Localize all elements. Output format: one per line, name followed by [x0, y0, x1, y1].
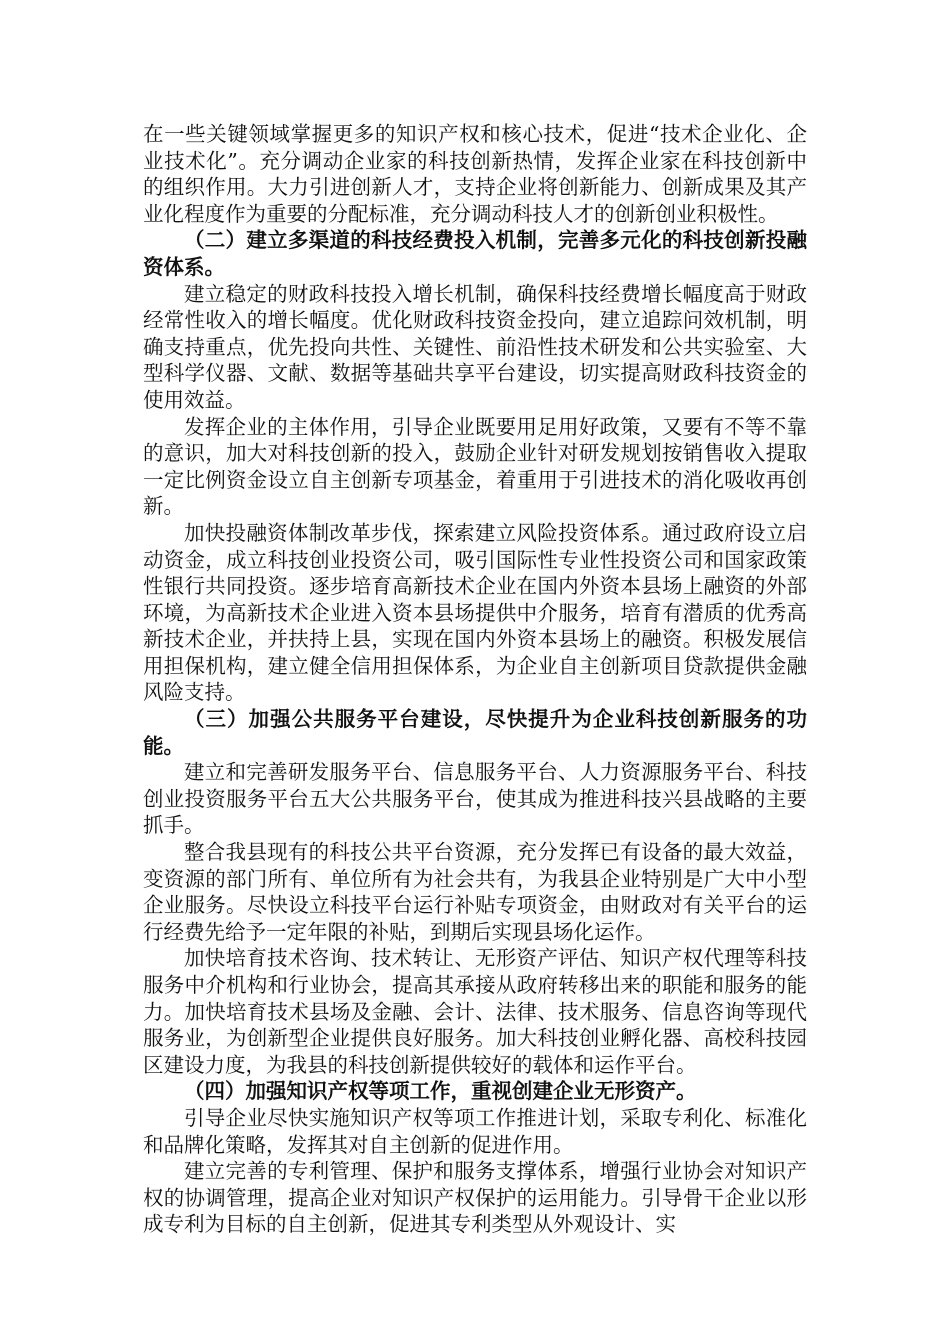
section-heading-2: （二）建立多渠道的科技经费投入机制，完善多元化的科技创新投融资体系。: [143, 228, 807, 279]
paragraph-9: 加快培育技术咨询、技术转让、无形资产评估、知识产权代理等科技服务中介机构和行业协会，提高其承接从政府转移出来的职能和服务的能力。加快培育技术县场及金融、会计、法律、技术服务、信息咨询等现代服务业，为创新型企业提供良好服务。加大科技创业孵化器、高校科技园区建设力度，为我县的科技创新提供较好的载体和运作平台。: [143, 946, 807, 1077]
paragraph-7: 建立和完善研发服务平台、信息服务平台、人力资源服务平台、科技创业投资服务平台五大公共服务平台，使其成为推进科技兴县战略的主要抓手。: [143, 760, 807, 838]
document-page: [143, 121, 807, 1238]
paragraph-1: 在一些关键领域掌握更多的知识产权和核心技术，促进“技术企业化、企业技术化”。充分调动企业家的科技创新热情，发挥企业家在科技创新中的组织作用。大力引进创新人才，支持企业将创新能力、创新成果及其产业化程度作为重要的分配标准，充分调动科技人才的创新创业积极性。: [143, 122, 807, 226]
paragraph-11: 引导企业尽快实施知识产权等项工作推进计划，采取专利化、标准化和品牌化策略，发挥其对自主创新的促进作用。: [143, 1105, 807, 1157]
paragraph-8: 整合我县现有的科技公共平台资源，充分发挥已有设备的最大效益，变资源的部门所有、单位所有为社会共有，为我县企业特别是广大中小型企业服务。尽快设立科技平台运行补贴专项资金，由财政对有关平台的运行经费先给予一定年限的补贴，到期后实现县场化运作。: [143, 840, 807, 944]
paragraph-5: 加快投融资体制改革步伐，探索建立风险投资体系。通过政府设立启动资金，成立科技创业投资公司，吸引国际性专业性投资公司和国家政策性银行共同投资。逐步培育高新技术企业在国内外资本县场上融资的外部环境，为高新技术企业进入资本县场提供中介服务，培育有潜质的优秀高新技术企业，并扶持上县，实现在国内外资本县场上的融资。积极发展信用担保机构，建立健全信用担保体系，为企业自主创新项目贷款提供金融风险支持。: [143, 520, 807, 705]
paragraph-3: 建立稳定的财政科技投入增长机制，确保科技经费增长幅度高于财政经常性收入的增长幅度。优化财政科技资金投向，建立追踪问效机制，明确支持重点，优先投向共性、关键性、前沿性技术研发和公共实验室、大型科学仪器、文献、数据等基础共享平台建设，切实提高财政科技资金的使用效益。: [143, 281, 807, 412]
section-heading-3: （三）加强公共服务平台建设，尽快提升为企业科技创新服务的功能。: [143, 707, 807, 758]
section-heading-4: （四）加强知识产权等项工作，重视创建企业无形资产。: [184, 1079, 697, 1104]
paragraph-4: 发挥企业的主体作用，引导企业既要用足用好政策，又要有不等不靠的意识，加大对科技创新的投入，鼓励企业针对研发规划按销售收入提取一定比例资金设立自主创新专项基金，着重用于引进技术的消化吸收再创新。: [143, 414, 807, 519]
paragraph-12: 建立完善的专利管理、保护和服务支撑体系，增强行业协会对知识产权的协调管理，提高企业对知识产权保护的运用能力。引导骨干企业以形成专利为目标的自主创新，促进其专利类型从外观设计、实: [143, 1159, 807, 1237]
